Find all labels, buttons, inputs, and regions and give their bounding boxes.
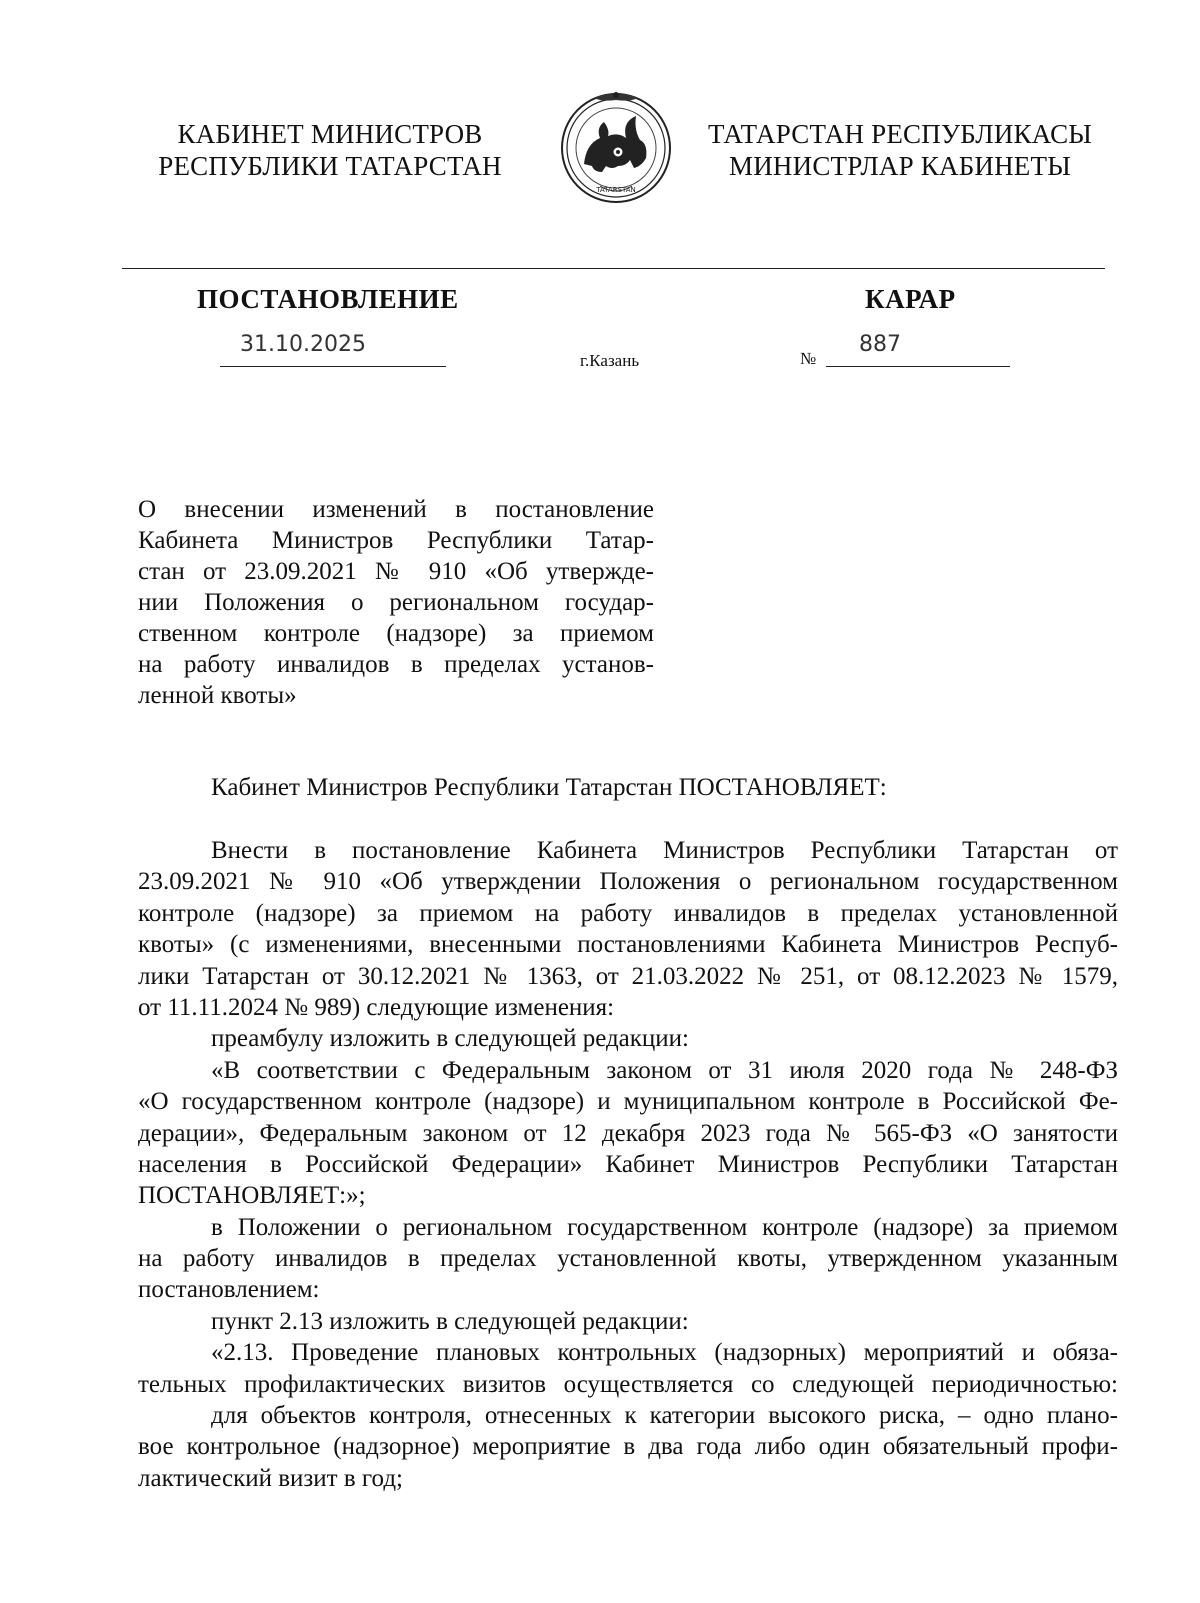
- body-line: Внести в постановление Кабинета Министров Республики Татарстан от: [211, 837, 1118, 864]
- org-name-line: ТАТАРСТАН РЕСПУБЛИКАСЫ: [707, 119, 1093, 149]
- title-line: ленной квоты»: [138, 682, 297, 709]
- body-line: лики Татарстан от 30.12.2021 № 1363, от 21.03.2022 № 251, от 08.12.2023 № 1579,: [138, 962, 1118, 990]
- doc-type-tatar: КАРАР: [865, 284, 956, 314]
- body-line: ПОСТАНОВЛЯЕТ:»;: [138, 1182, 366, 1210]
- number-sign: №: [800, 349, 817, 368]
- body-line: «О государственном контроле (надзоре) и муниципальном контроле в Российской Фе-: [138, 1088, 1118, 1116]
- body-line: вое контрольное (надзорное) мероприятие в два года либо один обязательный профи-: [138, 1433, 1118, 1461]
- document-body: [138, 835, 1118, 1494]
- document-number: 887: [859, 332, 901, 357]
- org-name-line: РЕСПУБЛИКИ ТАТАРСТАН: [158, 151, 502, 181]
- number-underline: [826, 366, 1010, 367]
- coat-of-arms-emblem: [556, 86, 676, 208]
- date-underline: [220, 366, 446, 367]
- body-line: 23.09.2021 № 910 «Об утверждении Положения о региональном государственном: [138, 868, 1118, 896]
- document-title: [138, 494, 654, 711]
- header-divider: [122, 268, 1105, 269]
- document-date: 31.10.2025: [240, 332, 366, 357]
- title-line: стан от 23.09.2021 № 910 «Об утвержде-: [138, 558, 654, 585]
- resolution-intro: Кабинет Министров Республики Татарстан ПОСТАНОВЛЯЕТ:: [211, 774, 887, 801]
- org-name-tatar: [690, 118, 1110, 182]
- body-line: тельных профилактических визитов осуществляется со следующей периодичностью:: [138, 1370, 1118, 1398]
- title-line: нии Положения о региональном государ-: [138, 589, 654, 616]
- body-line: постановлением:: [138, 1276, 320, 1304]
- title-line: О внесении изменений в постановление: [138, 496, 654, 523]
- org-name-line: МИНИСТРЛАР КАБИНЕТЫ: [729, 151, 1071, 181]
- body-line: лактический визит в год;: [138, 1464, 403, 1492]
- body-line: дерации», Федеральным законом от 12 декабря 2023 года № 565-ФЗ «О занятости: [138, 1119, 1118, 1147]
- document-city: г.Казань: [580, 351, 640, 370]
- org-name-line: КАБИНЕТ МИНИСТРОВ: [177, 119, 483, 149]
- body-line: от 11.11.2024 № 989) следующие изменения:: [138, 993, 615, 1021]
- doc-type-russian: ПОСТАНОВЛЕНИЕ: [197, 284, 459, 314]
- body-line: «2.13. Проведение плановых контрольных (надзорных) мероприятий и обяза-: [211, 1339, 1118, 1367]
- body-line: в Положении о региональном государственном контроле (надзоре) за приемом: [211, 1213, 1118, 1241]
- title-line: Кабинета Министров Республики Татар-: [138, 527, 654, 554]
- body-line: квоты» (с изменениями, внесенными постановлениями Кабинета Министров Респуб-: [138, 931, 1118, 959]
- body-line: на работу инвалидов в пределах установленной квоты, утвержденном указанным: [138, 1245, 1118, 1273]
- emblem-caption: TATARSTAN: [596, 186, 636, 194]
- body-line: пункт 2.13 изложить в следующей редакции:: [211, 1307, 689, 1335]
- body-line: «В соответствии с Федеральным законом от 31 июля 2020 года № 248-ФЗ: [211, 1056, 1118, 1084]
- body-line: преамбулу изложить в следующей редакции:: [211, 1025, 690, 1053]
- org-name-russian: [130, 118, 530, 182]
- title-line: на работу инвалидов в пределах установ-: [138, 651, 654, 678]
- title-line: ственном контроле (надзоре) за приемом: [138, 620, 654, 647]
- body-line: населения в Российской Федерации» Кабинет Министров Республики Татарстан: [138, 1150, 1118, 1178]
- body-line: для объектов контроля, отнесенных к категории высокого риска, – одно плано-: [211, 1402, 1118, 1430]
- body-line: контроле (надзоре) за приемом на работу инвалидов в пределах установленной: [138, 899, 1118, 927]
